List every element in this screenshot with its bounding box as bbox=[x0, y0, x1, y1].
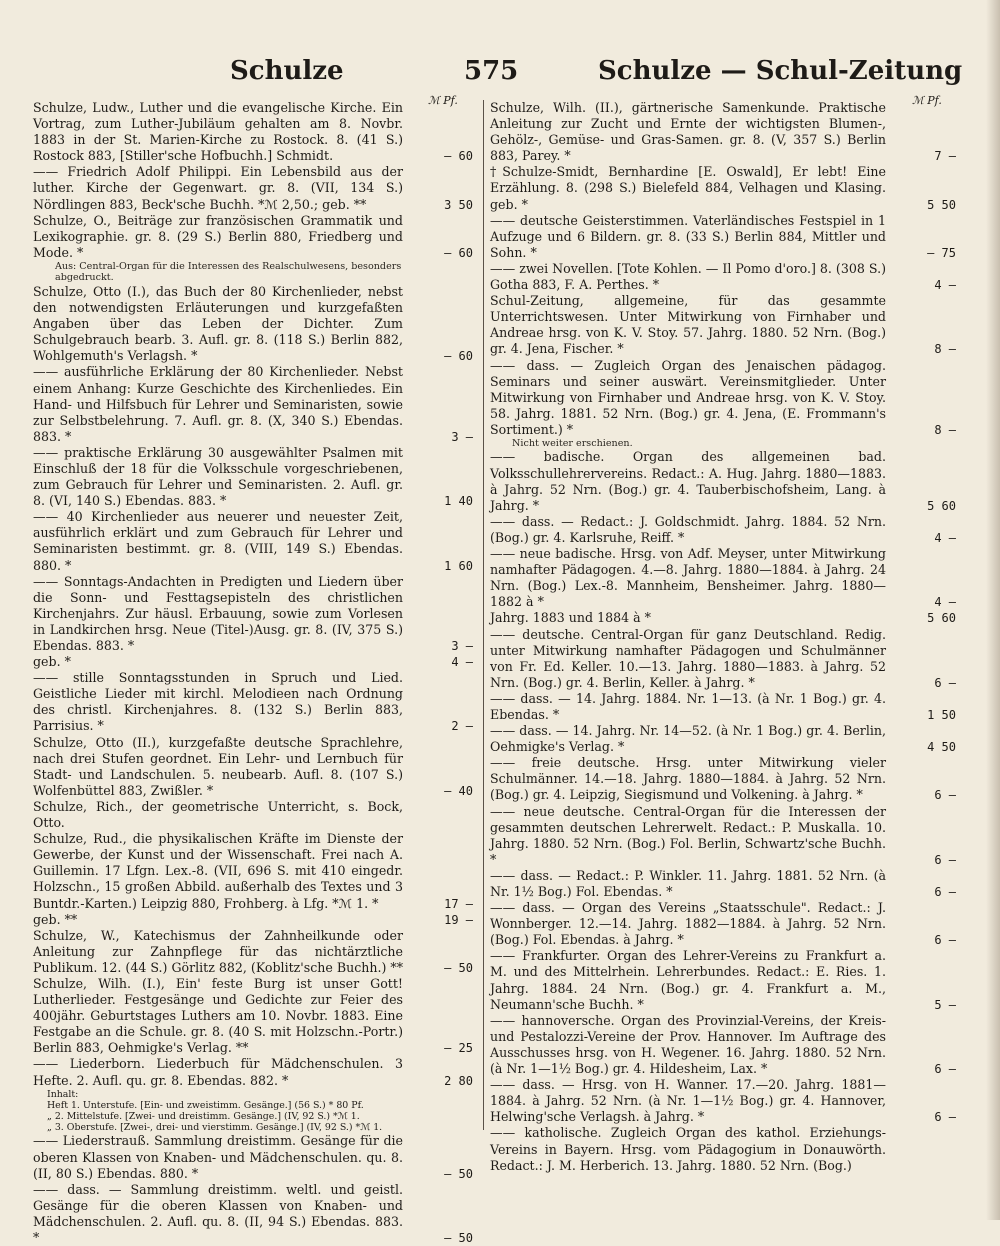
entry-price: 6 — bbox=[934, 1110, 956, 1125]
catalog-entry bbox=[490, 900, 956, 948]
entry-price: 5 — bbox=[934, 997, 956, 1012]
catalog-entry bbox=[490, 610, 956, 626]
currency-label-left: ℳ Pf. bbox=[428, 94, 458, 107]
entry-price: 4 — bbox=[451, 655, 473, 670]
entry-text: —— deutsche Geisterstimmen. Vaterländisches Festspiel in 1 Aufzuge und 6 Bildern. gr. 8. (33 S.) Berlin 884, Mittler und Sohn. * bbox=[490, 212, 886, 260]
catalog-entry bbox=[33, 213, 473, 261]
entry-price: — 50 bbox=[444, 1231, 473, 1245]
catalog-entry bbox=[490, 723, 956, 755]
catalog-entry bbox=[33, 654, 473, 670]
entry-price: — 60 bbox=[444, 349, 473, 364]
entry-text: —— dass. — Hrsg. von H. Wanner. 17.—20. Jahrg. 1881—1884. à Jahrg. 52 Nrn. (à Nr. 1—1½ Bog.) gr. 4. Hannover, Helwing'sche Verlagsh. à Jahrg. * bbox=[490, 1077, 886, 1125]
entry-text: Schul-Zeitung, allgemeine, für das gesammte Unterrichtswesen. Unter Mitwirkung von Firnhaber und Andreae hrsg. von K. V. Stoy. 57. Jahrg. 1880. 52 Nrn. (Bog.) gr. 4. Jena, Fischer. * bbox=[490, 293, 886, 357]
entry-text: —— dass. — 14. Jahrg. 1884. Nr. 1—13. (à Nr. 1 Bog.) gr. 4. Ebendas. * bbox=[490, 690, 886, 722]
currency-label-right: ℳ Pf. bbox=[912, 94, 942, 107]
entry-price: 3 50 bbox=[444, 197, 473, 212]
catalog-entry bbox=[490, 261, 956, 293]
entry-text: Schulze, O., Beiträge zur französischen Grammatik und Lexikographie. gr. 8. (29 S.) Berlin 880, Friedberg und Mode. * bbox=[33, 212, 403, 260]
entry-price: — 75 bbox=[927, 245, 956, 260]
catalog-entry bbox=[33, 574, 473, 654]
entry-price: 3 — bbox=[451, 429, 473, 444]
catalog-entry bbox=[33, 1056, 473, 1088]
entry-text: —— hannoversche. Organ des Provinzial-Vereins, der Kreis- und Pestalozzi-Vereine der Prov. Hannover. Im Auftrage des Ausschusses hrsg. von H. Wegener. 16. Jahrg. 1880. 52 Nrn. (à Nr. 1—1½ Bog.) gr. 4. Hildesheim, Lax. * bbox=[490, 1012, 886, 1077]
catalog-entry bbox=[33, 100, 473, 164]
entry-text: geb. * bbox=[33, 654, 71, 670]
entry-price: 5 50 bbox=[927, 197, 956, 212]
entry-text: —— neue badische. Hrsg. von Adf. Meyser, unter Mitwirkung namhafter Pädagogen. 4.—8. Jahrg. 1880—1884. à Jahrg. 24 Nrn. (Bog.) Lex.-8. Mannheim, Bensheimer. Jahrg. 1880—1882 à * bbox=[490, 546, 886, 610]
entry-text: Schulze, Rich., der geometrische Unterricht, s. Bock, Otto. bbox=[33, 798, 403, 831]
catalog-entry bbox=[490, 948, 956, 1012]
catalog-entry bbox=[33, 799, 473, 831]
entry-text: —— Sonntags-Andachten in Predigten und Liedern über die Sonn- und Festtagsepisteln des christlichen Kirchenjahrs. Zur häusl. Erbauung, sowie zum Vorlesen in Landkirchen hrsg. Neue (Titel-)Ausg. gr. 8. (IV, 375 S.) Ebendas. 883. * bbox=[33, 573, 403, 653]
entry-text: —— badische. Organ des allgemeinen bad. Volksschullehrervereins. Redact.: A. Hug. Jahrg. 1880—1883. à Jahrg. 52 Nrn. (Bog.) gr. 4. Tauberbischofsheim, Lang. à Jahrg. * bbox=[490, 449, 886, 513]
entry-price: 8 — bbox=[934, 342, 956, 357]
entry-text: —— Liederstrauß. Sammlung dreistimm. Gesänge für die oberen Klassen von Knaben- und Mädchenschulen. qu. 8. (II, 80 S.) Ebendas. 880. * bbox=[33, 1133, 403, 1181]
entry-price: 2 — bbox=[451, 719, 473, 734]
catalog-entry bbox=[33, 928, 473, 976]
entry-text: Schulze, Otto (II.), kurzgefaßte deutsche Sprachlehre, nach drei Stufen geordnet. Ein Lehr- und Lernbuch für Stadt- und Landschulen. 5. neubearb. Aufl. 8. (107 S.) Wolfenbüttel 883, Zwißler. * bbox=[33, 734, 403, 798]
entry-text: —— praktische Erklärung 30 ausgewählter Psalmen mit Einschluß der 18 für die Volksschule vorgeschriebenen, zum Gebrauch für Lehrer und Seminaristen. 2. Aufl. gr. 8. (VI, 140 S.) Ebendas. 883. * bbox=[33, 444, 403, 509]
entry-text: —— deutsche. Central-Organ für ganz Deutschland. Redig. unter Mitwirkung namhafter Pädagogen und Schulmänner von Fr. Ed. Keller. 10.—13. Jahrg. 1880—1883. à Jahrg. 52 Nrn. (Bog.) gr. 4. Berlin, Keller. à Jahrg. * bbox=[490, 626, 886, 690]
entry-text: —— ausführliche Erklärung der 80 Kirchenlieder. Nebst einem Anhang: Kurze Geschichte des Kirchenliedes. Ein Hand- und Hilfsbuch für Lehrer und Seminaristen, sowie zur Selbstbelehrung. 7. Aufl. gr. 8. (X, 340 S.) Ebendas. 883. * bbox=[33, 364, 403, 444]
entry-text: Schulze, Rud., die physikalischen Kräfte im Dienste der Gewerbe, der Kunst und der Wissenschaft. Frei nach A. Guillemin. 17 Lfgn. Lex.-8. (VII, 696 S. mit 410 eingedr. Holzschn., 15 großen Abbild. außerhalb des Textes und 3 Buntdr.-Karten.) Leipzig 880, Frohberg. à Lfg. *ℳ 1. * bbox=[33, 831, 403, 911]
catalog-entry bbox=[490, 1125, 956, 1173]
entry-price: 4 50 bbox=[927, 740, 956, 755]
catalog-entry bbox=[33, 164, 473, 212]
entry-price: — 60 bbox=[444, 245, 473, 260]
catalog-entry bbox=[490, 449, 956, 513]
entry-note: Nicht weiter erschienen. bbox=[512, 437, 633, 449]
entry-price: 6 — bbox=[934, 885, 956, 899]
entry-price: 17 — bbox=[444, 896, 473, 911]
catalog-entry bbox=[33, 976, 473, 1056]
entry-text: —— 40 Kirchenlieder aus neuerer und neuester Zeit, ausführlich erklärt und zum Gebrauch für Lehrer und Seminaristen bestimmt. gr. 8. (VIII, 149 S.) Ebendas. 880. * bbox=[33, 509, 403, 573]
catalog-entry bbox=[33, 670, 473, 734]
entry-price: 4 — bbox=[934, 595, 956, 610]
entry-subitem: Inhalt: bbox=[47, 1088, 79, 1100]
entry-text: —— dass. — Sammlung dreistimm. weltl. und geistl. Gesänge für die oberen Klassen von Knaben- und Mädchenschulen. 2. Aufl. qu. 8. (II, 94 S.) Ebendas. 883. * bbox=[33, 1181, 403, 1245]
entry-text: Schulze, Ludw., Luther und die evangelische Kirche. Ein Vortrag, zum Luther-Jubiläum gehalten am 8. Novbr. 1883 in der St. Marien-Kirche zu Rostock. 8. (41 S.) Rostock 883, [Stiller'sche Hofbuchh.] Schmidt. bbox=[33, 100, 403, 164]
catalog-entry bbox=[33, 831, 473, 911]
entry-price: 1 60 bbox=[444, 558, 473, 573]
entry-text: —— neue deutsche. Central-Organ für die Interessen der gesammten deutschen Lehrerwelt. Redact.: P. Muskalla. 10. Jahrg. 1880. 52 Nrn. (Bog.) Fol. Berlin, Schwartz'sche Buchh. * bbox=[490, 803, 886, 867]
entry-price: 3 — bbox=[451, 639, 473, 653]
entry-price: — 50 bbox=[444, 1166, 473, 1181]
entry-text: —— Frankfurter. Organ des Lehrer-Vereins zu Frankfurt a. M. und des Mittelrhein. Lehrerbundes. Redact.: E. Ries. 1. Jahrg. 1884. 24 Nrn. (Bog.) gr. 4. Frankfurt a. M., Neumann'sche Buchh. * bbox=[490, 948, 886, 1012]
catalog-entry bbox=[33, 364, 473, 444]
entry-price: — 40 bbox=[444, 783, 473, 798]
entry-text: —— dass. — Redact.: P. Winkler. 11. Jahrg. 1881. 52 Nrn. (à Nr. 1½ Bog.) Fol. Ebendas. * bbox=[490, 867, 886, 899]
entry-text: —— dass. — Redact.: J. Goldschmidt. Jahrg. 1884. 52 Nrn. (Bog.) gr. 4. Karlsruhe, Reiff. * bbox=[490, 513, 886, 545]
entry-text: —— zwei Novellen. [Tote Kohlen. — Il Pomo d'oro.] 8. (308 S.) Gotha 883, F. A. Perthes. * bbox=[490, 260, 886, 293]
catalog-entry bbox=[33, 445, 473, 509]
catalog-entry bbox=[490, 293, 956, 357]
catalog-entry bbox=[490, 691, 956, 723]
entry-price: 8 — bbox=[934, 422, 956, 437]
entry-price: 1 50 bbox=[927, 707, 956, 722]
header-right-title: Schulze — Schul-Zeitung bbox=[598, 56, 963, 86]
entry-price: 6 — bbox=[934, 788, 956, 803]
entry-subitem: „ 3. Oberstufe. [Zwei-, drei- und vierstimm. Gesänge.] (IV, 92 S.) *ℳ 1. bbox=[47, 1122, 383, 1134]
entry-price: 1 40 bbox=[444, 494, 473, 509]
entry-price: 6 — bbox=[934, 1062, 956, 1077]
entry-text: —— Liederborn. Liederbuch für Mädchenschulen. 3 Hefte. 2. Aufl. qu. gr. 8. Ebendas. 882. * bbox=[33, 1056, 403, 1088]
catalog-entry bbox=[490, 627, 956, 691]
entry-price: 19 — bbox=[444, 912, 473, 927]
entry-text: —— stille Sonntagsstunden in Spruch und Lied. Geistliche Lieder mit kirchl. Melodieen nach Ordnung des christl. Kirchenjahres. 8. (132 S.) Berlin 883, Parrisius. * bbox=[33, 670, 403, 734]
entry-text: —— Friedrich Adolf Philippi. Ein Lebensbild aus der luther. Kirche der Gegenwart. gr. 8. (VII, 134 S.) Nördlingen 883, Beck'sche Buchh. *ℳ 2,50.; geb. ** bbox=[33, 164, 403, 212]
entry-text: Schulze, Wilh. (II.), gärtnerische Samenkunde. Praktische Anleitung zur Zucht und Ernte der wichtigsten Blumen-, Gehölz-, Gemüse- und Gras-Samen. gr. 8. (V, 357 S.) Berlin 883, Parey. * bbox=[490, 100, 886, 164]
entry-subitem: Heft 1. Unterstufe. [Ein- und zweistimm. Gesänge.] (56 S.) * 80 Pf. bbox=[47, 1099, 364, 1111]
right-column bbox=[483, 100, 956, 1173]
entry-text: —— dass. — 14. Jahrg. Nr. 14—52. (à Nr. 1 Bog.) gr. 4. Berlin, Oehmigke's Verlag. * bbox=[490, 723, 886, 755]
catalog-entry bbox=[490, 100, 956, 164]
entry-text: geb. ** bbox=[33, 911, 78, 927]
page-edge-shadow bbox=[986, 0, 1000, 1220]
entry-price: 4 — bbox=[934, 530, 956, 545]
catalog-entry bbox=[33, 1182, 473, 1246]
entry-price: — 25 bbox=[444, 1041, 473, 1056]
entry-subitem: „ 2. Mittelstufe. [Zwei- und dreistimm. Gesänge.] (IV, 92 S.) *ℳ 1. bbox=[47, 1111, 360, 1123]
catalog-entry bbox=[490, 868, 956, 900]
entry-text: —— dass. — Zugleich Organ des Jenaischen pädagog. Seminars und seiner auswärt. Vereinsmitglieder. Unter Mitwirkung von Firnhaber und Andreae hrsg. von K. V. Stoy. 58. Jahrg. 1881. 52 Nrn. (Bog.) gr. 4. Jena, (E. Frommann's Sortiment.) * bbox=[490, 357, 886, 437]
catalog-entry bbox=[490, 755, 956, 803]
catalog-entry bbox=[33, 912, 473, 928]
entry-price: 7 — bbox=[934, 149, 956, 164]
entry-price: 5 60 bbox=[927, 498, 956, 513]
entry-price: — 60 bbox=[444, 149, 473, 164]
entry-price: 6 — bbox=[934, 675, 956, 690]
catalog-entry bbox=[490, 804, 956, 868]
catalog-entry bbox=[490, 1013, 956, 1077]
entry-price: 6 — bbox=[934, 933, 956, 948]
catalog-entry bbox=[490, 1077, 956, 1125]
catalog-entry bbox=[33, 284, 473, 364]
catalog-entry bbox=[33, 735, 473, 799]
entry-text: Schulze, Wilh. (I.), Ein' feste Burg ist unser Gott! Lutherlieder. Festgesänge und Gedichte zur Feier des 400jähr. Geburtstages Luthers am 10. Novbr. 1883. Eine Festgabe an die Schule. gr. 8. (40 S. mit Holzschn.-Portr.) Berlin 883, Oehmigke's Verlag. ** bbox=[33, 975, 403, 1056]
page-header bbox=[0, 56, 1000, 96]
entry-price: 4 — bbox=[934, 278, 956, 293]
header-left-title: Schulze bbox=[230, 56, 344, 86]
entry-price: 6 — bbox=[934, 852, 956, 867]
entry-text: Schulze, Otto (I.), das Buch der 80 Kirchenlieder, nebst den notwendigsten Erläuterungen und kurzgefaßten Angaben über das Leben der Dichter. Zum Schulgebrauch bearb. 3. Aufl. gr. 8. (118 S.) Berlin 882, Wohlgemuth's Verlagsh. * bbox=[33, 283, 403, 364]
catalog-entry bbox=[490, 514, 956, 546]
entry-price: 5 60 bbox=[927, 611, 956, 626]
entry-note: Aus: Central-Organ für die Interessen des Realschulwesens, besonders abgedruckt. bbox=[55, 260, 402, 284]
catalog-entry bbox=[490, 164, 956, 212]
catalog-entry bbox=[490, 358, 956, 438]
catalog-entry bbox=[490, 546, 956, 610]
entry-text: Jahrg. 1883 und 1884 à * bbox=[490, 610, 651, 626]
entry-text: †Schulze-Smidt, Bernhardine [E. Oswald], Er lebt! Eine Erzählung. 8. (298 S.) Bielefeld 884, Velhagen und Klasing. geb. * bbox=[490, 164, 886, 212]
entry-text: —— katholische. Zugleich Organ des kathol. Erziehungs-Vereins in Bayern. Hrsg. vom Pädagogium in Donauwörth. Redact.: J. M. Herberich. 13. Jahrg. 1880. 52 Nrn. (Bog.) bbox=[490, 1125, 886, 1173]
entry-text: —— freie deutsche. Hrsg. unter Mitwirkung vieler Schulmänner. 14.—18. Jahrg. 1880—1884. à Jahrg. 52 Nrn. (Bog.) gr. 4. Leipzig, Siegismund und Volkening. à Jahrg. * bbox=[490, 755, 886, 803]
entry-text: Schulze, W., Katechismus der Zahnheilkunde oder Anleitung zur Zahnpflege für das nichtärztliche Publikum. 12. (44 S.) Görlitz 882, (Koblitz'sche Buchh.) ** bbox=[33, 927, 404, 975]
entry-text: —— dass. — Organ des Vereins „Staatsschule". Redact.: J. Wonnberger. 12.—14. Jahrg. 1882—1884. à Jahrg. 52 Nrn. (Bog.) Fol. Ebendas. à Jahrg. * bbox=[490, 900, 886, 948]
left-column bbox=[33, 100, 473, 1245]
catalog-entry bbox=[33, 509, 473, 573]
catalog-entry bbox=[490, 213, 956, 261]
catalog-entry bbox=[33, 1133, 473, 1181]
page-number: 575 bbox=[464, 56, 519, 86]
entry-price: 2 80 bbox=[444, 1073, 473, 1088]
entry-price: — 50 bbox=[444, 960, 473, 975]
